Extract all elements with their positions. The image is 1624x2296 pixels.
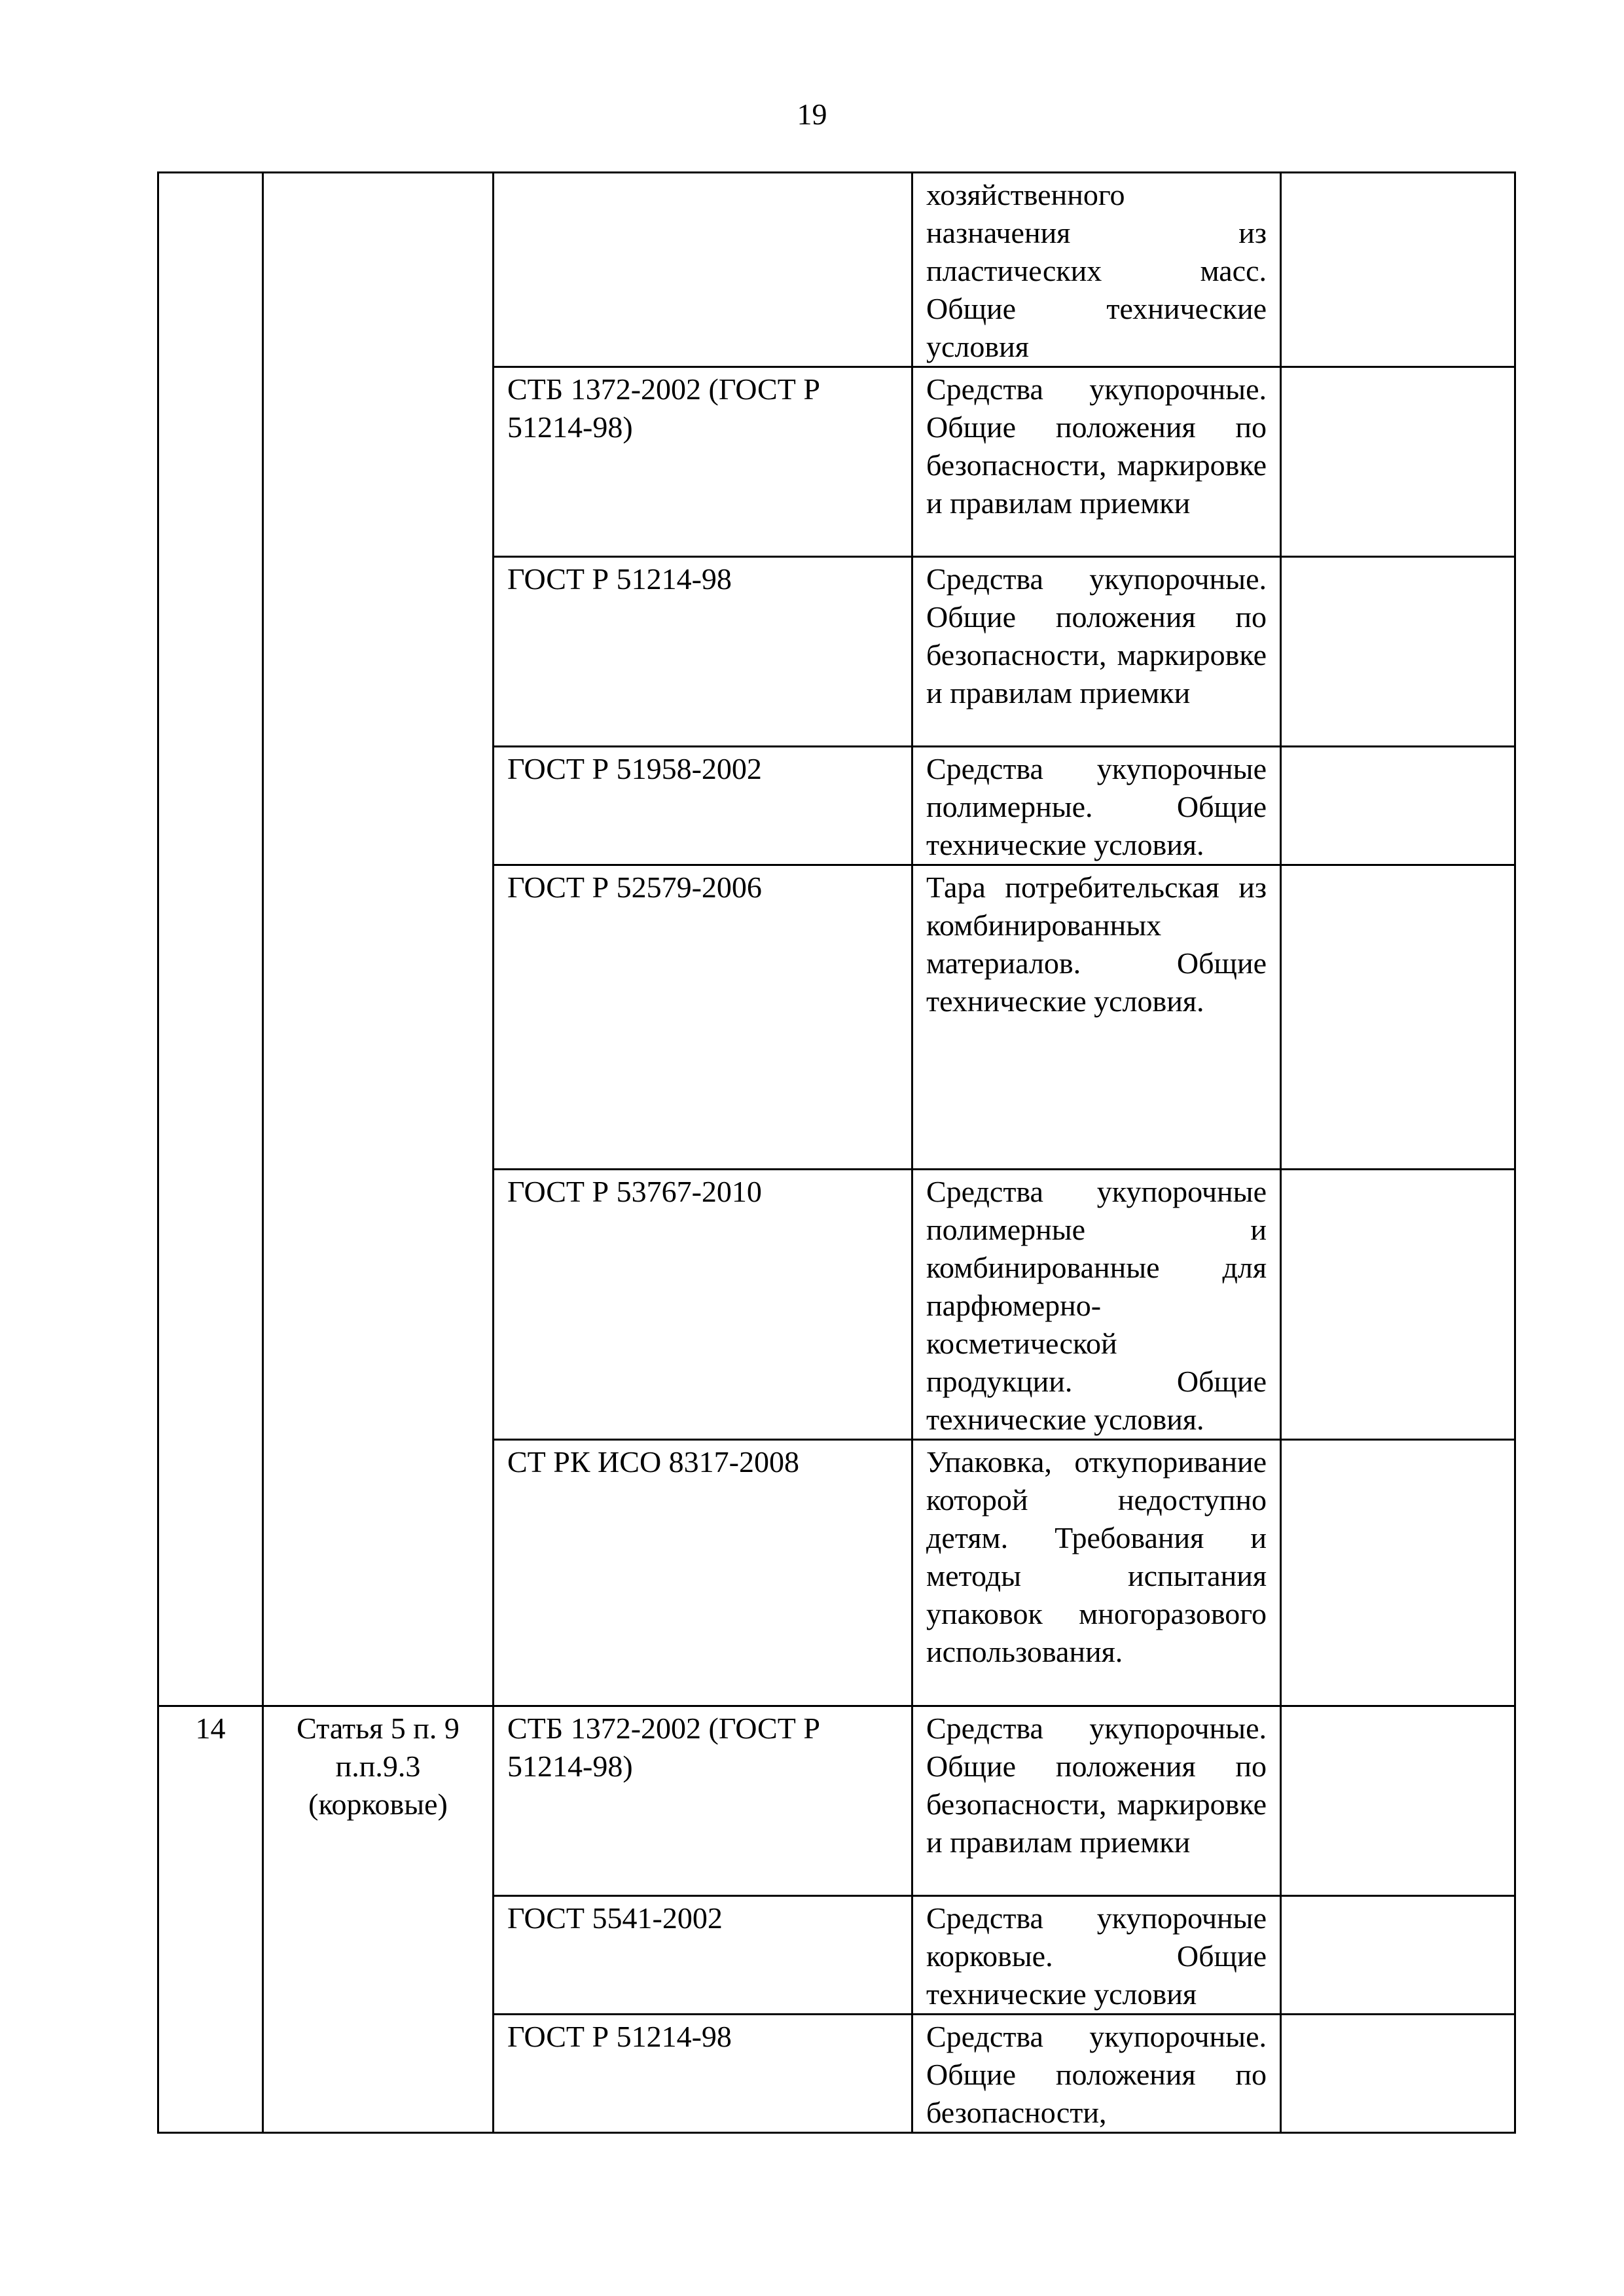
table-row: [158, 173, 1515, 367]
note-cell: [1281, 1440, 1515, 1706]
page-number: 19: [797, 98, 827, 131]
description-cell: Средства укупорочные. Общие положения по безопасности, маркировке и правилам приемки: [912, 367, 1281, 557]
article-cell: Статья 5 п. 9 п.п.9.3 (корковые): [263, 1706, 494, 2133]
note-cell: [1281, 173, 1515, 367]
standard-cell: ГОСТ 5541-2002: [494, 1896, 912, 2015]
note-cell: [1281, 747, 1515, 865]
description-cell: Средства укупорочные. Общие положения по безопасности, маркировке и правилам приемки: [912, 557, 1281, 747]
standard-cell: ГОСТ Р 51214-98: [494, 2015, 912, 2133]
description-cell: Тара потребительская из комбинированных материалов. Общие технические условия.: [912, 865, 1281, 1170]
note-cell: [1281, 2015, 1515, 2133]
description-cell: Средства укупорочные. Общие положения по безопасности,: [912, 2015, 1281, 2133]
standard-cell: СТБ 1372-2002 (ГОСТ Р 51214-98): [494, 367, 912, 557]
standard-cell: ГОСТ Р 53767-2010: [494, 1170, 912, 1440]
row-number-cell: [158, 173, 263, 1706]
description-cell: Средства укупорочные корковые. Общие технические условия: [912, 1896, 1281, 2015]
note-cell: [1281, 1170, 1515, 1440]
standard-cell: СТ РК ИСО 8317-2008: [494, 1440, 912, 1706]
standard-cell: ГОСТ Р 51214-98: [494, 557, 912, 747]
row-number-cell: 14: [158, 1706, 263, 2133]
standard-cell: ГОСТ Р 51958-2002: [494, 747, 912, 865]
note-cell: [1281, 1706, 1515, 1896]
note-cell: [1281, 557, 1515, 747]
description-cell: Средства укупорочные полимерные и комбинированные для парфюмерно-косметической продукции. Общие технические условия.: [912, 1170, 1281, 1440]
description-cell: Упаковка, откупоривание которой недоступно детям. Требования и методы испытания упаковок многоразового использования.: [912, 1440, 1281, 1706]
standard-cell: ГОСТ Р 52579-2006: [494, 865, 912, 1170]
note-cell: [1281, 1896, 1515, 2015]
description-cell: хозяйственного назначения из пластических масс. Общие технические условия: [912, 173, 1281, 367]
table-row: [158, 1706, 1515, 1896]
note-cell: [1281, 367, 1515, 557]
standards-table: [157, 171, 1516, 2134]
standard-cell: СТБ 1372-2002 (ГОСТ Р 51214-98): [494, 1706, 912, 1896]
description-cell: Средства укупорочные. Общие положения по безопасности, маркировке и правилам приемки: [912, 1706, 1281, 1896]
article-cell: [263, 173, 494, 1706]
description-cell: Средства укупорочные полимерные. Общие технические условия.: [912, 747, 1281, 865]
standard-cell: [494, 173, 912, 367]
note-cell: [1281, 865, 1515, 1170]
